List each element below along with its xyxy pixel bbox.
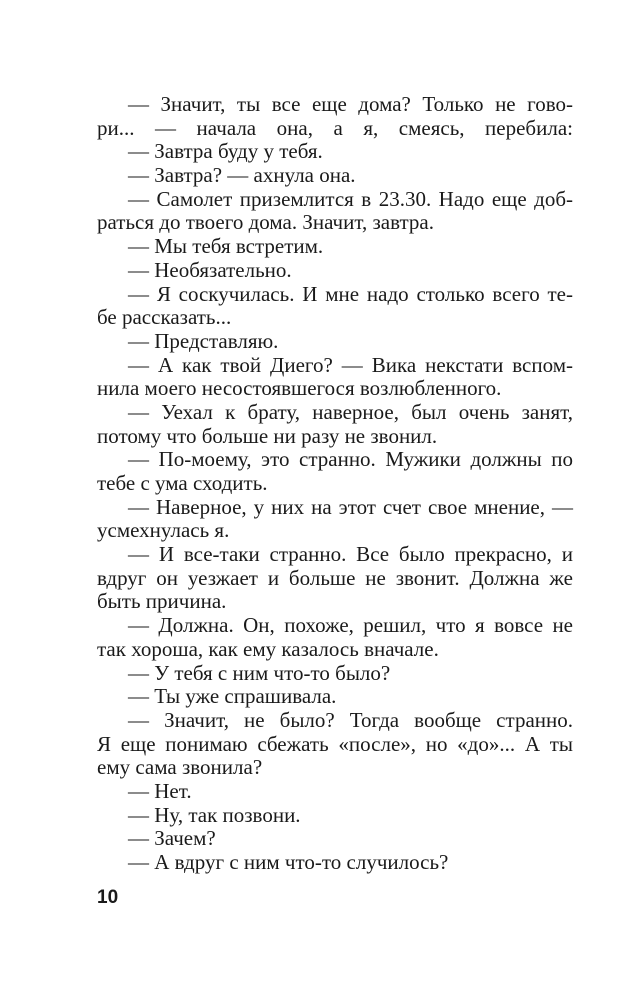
text-line: — А вдруг с ним что-то случилось?	[128, 850, 449, 874]
text-line: раться до твоего дома. Значит, завтра.	[97, 210, 434, 235]
text-line: бе рассказать...	[97, 305, 232, 330]
text-line: — Ты уже спрашивала.	[128, 684, 337, 709]
text-line: — По-моему, это странно. Мужики должны по	[128, 447, 573, 472]
text-line: — Ну, так позвони.	[128, 802, 301, 827]
text-line: — У тебя с ним что-то было?	[128, 660, 391, 685]
text-line: нила моего несостоявшегося возлюбленного.	[97, 376, 502, 401]
text-line: — Значит, не было? Тогда вообще странно.	[128, 707, 573, 732]
text-line: — Завтра буду у тебя.	[128, 139, 323, 164]
text-line: тебе с ума сходить.	[97, 471, 268, 495]
text-line: ему сама звонила?	[97, 755, 263, 780]
body-text	[97, 93, 573, 875]
text-line: — Представляю.	[128, 328, 279, 353]
text-line: — Завтра? — ахнула она.	[128, 163, 356, 188]
text-line: — Нет.	[128, 778, 192, 803]
text-line: — Значит, ты все еще дома? Только не гово-	[128, 92, 573, 116]
text-line: — Наверное, у них на этот счет свое мнение, —	[128, 494, 573, 519]
text-line: — Уехал к брату, наверное, был очень занят,	[128, 399, 573, 424]
text-line: — Необязательно.	[128, 257, 292, 282]
text-line: — Должна. Он, похоже, решил, что я вовсе не	[128, 613, 573, 638]
text-line: — Зачем?	[128, 826, 216, 851]
text-line: — И все-таки странно. Все было прекрасно, и	[128, 542, 573, 567]
text-line: потому что больше ни разу не звонил.	[97, 423, 438, 448]
text-line: ри... — начала она, а я, смеясь, перебила:	[97, 115, 573, 140]
text-line: — Мы тебя встретим.	[128, 234, 324, 259]
text-line: Я еще понимаю сбежать «после», но «до»... А ты	[97, 731, 573, 756]
text-line: усмехнулась я.	[97, 518, 230, 543]
text-line: так хороша, как ему казалось вначале.	[97, 636, 439, 661]
text-line: — Я соскучилась. И мне надо столько всего те-	[128, 281, 573, 306]
text-line: быть причина.	[97, 589, 227, 614]
text-line: — Самолет приземлится в 23.30. Надо еще доб-	[128, 186, 573, 211]
text-line: — А как твой Диего? — Вика некстати вспом-	[128, 352, 573, 377]
text-line: вдруг он уезжает и больше не звонит. Должна же	[97, 565, 573, 590]
page-number: 10	[97, 887, 119, 908]
